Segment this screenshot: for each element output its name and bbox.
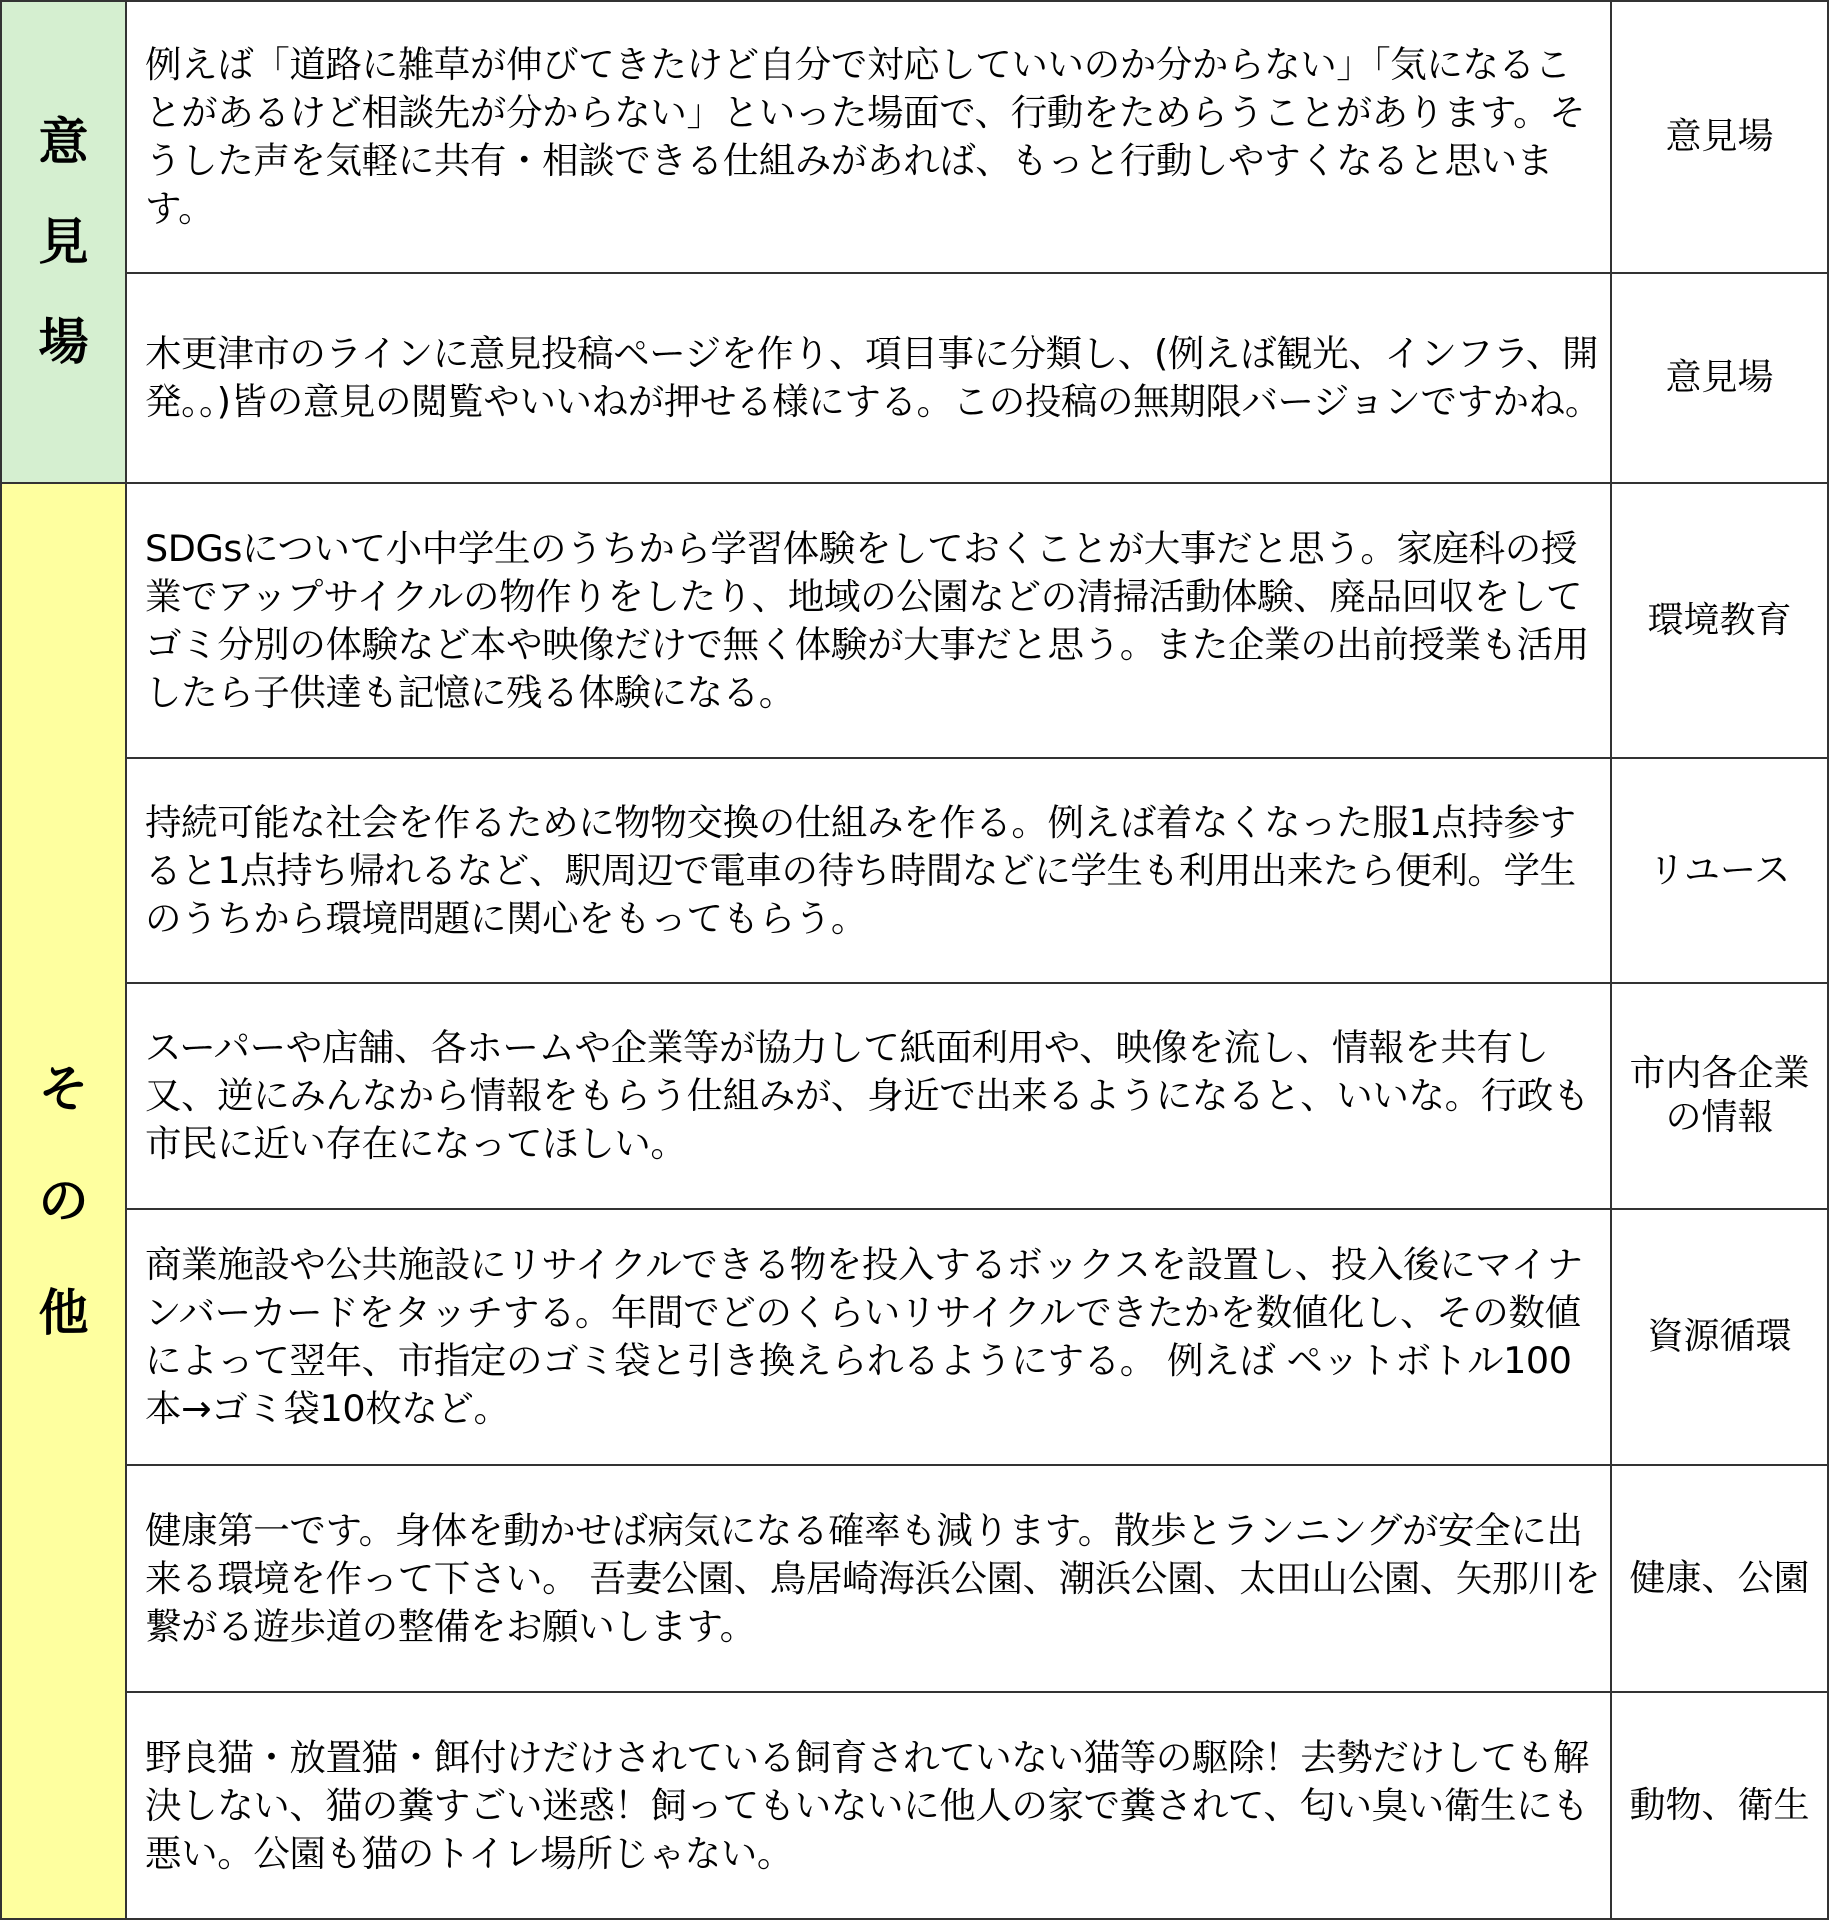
idea-category: 市内各企業の情報	[1629, 1053, 1810, 1138]
idea-text: 野良猫・放置猫・餌付けだけされている飼育されていない猫等の駆除！去勢だけしても解決しない、猫の糞すごい迷惑！飼ってもいないに他人の家で糞されて、匂い臭い衛生にも悪い。公園も猫のトイレ場所じゃない。	[145, 1735, 1589, 1875]
idea-category: 動物、衛生	[1629, 1784, 1810, 1826]
idea-text-cell	[127, 1210, 1612, 1464]
idea-text-cell	[127, 274, 1612, 482]
idea-category-cell	[1612, 2, 1827, 272]
idea-text: 持続可能な社会を作るために物物交換の仕組みを作る。例えば着なくなった服1点持参すると1点持ち帰れるなど、駅周辺で電車の待ち時間などに学生も利用出来たら便利。学生のうちから環境問題に関心をもってもらう。	[145, 800, 1576, 940]
idea-category: リユース	[1648, 849, 1791, 891]
idea-text: スーパーや店舗、各ホームや企業等が協力して紙面利用や、映像を流し、情報を共有し又、逆にみんなから情報をもらう仕組みが、身近で出来るようになると、いいな。行政も市民に近い存在になってほしい。	[145, 1026, 1589, 1165]
idea-text: 商業施設や公共施設にリサイクルできる物を投入するボックスを設置し、投入後にマイナンバーカードをタッチする。年間でどのくらいリサイクルできたかを数値化し、その数値によって翌年、市指定のゴミ袋と引き換えられるようにする。 例えば ペットボトル100本→ゴミ袋10枚など。	[145, 1243, 1583, 1430]
table-row	[127, 1208, 1829, 1466]
category-char: 意	[38, 113, 89, 171]
idea-text-cell	[127, 1693, 1612, 1918]
category-char: そ	[38, 1060, 89, 1118]
category-char: 場	[38, 313, 89, 371]
category-char: 見	[38, 213, 89, 271]
table-row	[127, 982, 1829, 1210]
idea-text-cell	[127, 1466, 1612, 1691]
table-row	[127, 1464, 1829, 1693]
idea-category: 健康、公園	[1629, 1557, 1810, 1599]
table-row	[127, 0, 1829, 274]
idea-category-cell	[1612, 1210, 1827, 1464]
idea-text: SDGsについて小中学生のうちから学習体験をしておくことが大事だと思う。家庭科の授業でアップサイクルの物作りをしたり、地域の公園などの清掃活動体験、廃品回収をしてゴミ分別の体験など本や映像だけで無く体験が大事だと思う。また企業の出前授業も活用したら子供達も記憶に残る体験になる。	[145, 526, 1589, 714]
idea-text-cell	[127, 984, 1612, 1208]
table-row	[127, 757, 1829, 984]
idea-text-cell	[127, 2, 1612, 272]
idea-category: 意見場	[1665, 116, 1774, 157]
category-opinion-forum	[0, 0, 127, 484]
category-char: の	[38, 1172, 89, 1230]
idea-category-cell	[1612, 274, 1827, 482]
idea-category: 環境教育	[1647, 599, 1792, 641]
idea-text-cell	[127, 484, 1612, 757]
idea-category: 意見場	[1665, 357, 1774, 398]
idea-category-cell	[1612, 1466, 1827, 1691]
category-char: 他	[38, 1284, 89, 1342]
idea-text: 健康第一です。身体を動かせば病気になる確率も減ります。散歩とランニングが安全に出来る環境を作って下さい。 吾妻公園、鳥居崎海浜公園、潮浜公園、太田山公園、矢那川を繋がる遊歩道の整備をお願いします。	[145, 1508, 1601, 1648]
category-other	[0, 482, 127, 1920]
idea-text: 木更津市のラインに意見投稿ページを作り、項目事に分類し、(例えば観光、インフラ、開発。。)皆の意見の閲覧やいいねが押せる様にする。この投稿の無期限バージョンですかね。	[145, 332, 1601, 423]
idea-category-cell	[1612, 984, 1827, 1208]
idea-category-cell	[1612, 484, 1827, 757]
idea-text-cell	[127, 759, 1612, 982]
idea-category-cell	[1612, 1693, 1827, 1918]
idea-text: 例えば「道路に雑草が伸びてきたけど自分で対応していいのか分からない」「気になることがあるけど相談先が分からない」といった場面で、行動をためらうことがあります。そうした声を気軽に共有・相談できる仕組みがあれば、もっと行動しやすくなると思います。	[145, 43, 1586, 230]
table-row	[127, 482, 1829, 759]
table-row	[127, 272, 1829, 484]
table-row	[127, 1691, 1829, 1920]
idea-category: 資源循環	[1647, 1316, 1792, 1357]
idea-category-cell	[1612, 759, 1827, 982]
